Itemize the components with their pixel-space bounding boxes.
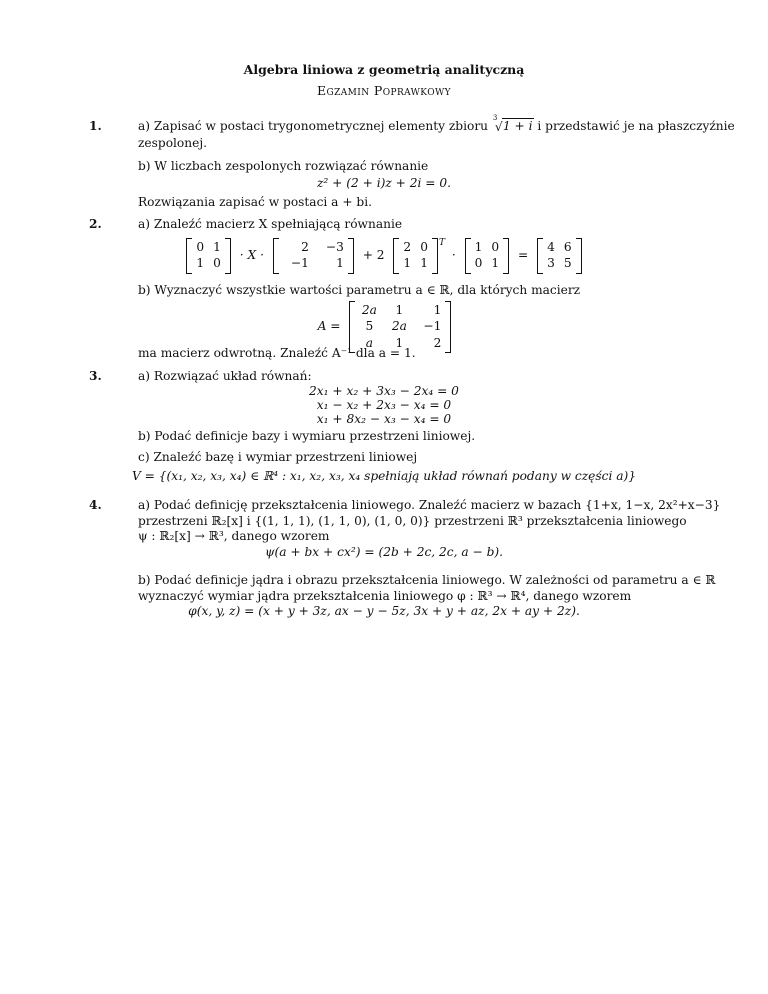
document-subtitle: Egzamin Poprawkowy (317, 83, 451, 98)
equation-system (0, 384, 768, 426)
equation-1: 2x₁ + x₂ + 3x₃ − 2x₄ = 0 (309, 384, 459, 398)
problem-1b-note: Rozwiązania zapisać w postaci a + bi. (138, 195, 372, 209)
problem-4a-line-1: a) Podać definicję przekształcenia liniowego. Znaleźć macierz w bazach {1+x, 1−x, 2x²+x−3} (138, 498, 721, 512)
cube-root: 3 √ 1 + i (492, 114, 533, 134)
problem-1b-text: b) W liczbach zespolonych rozwiązać równanie (138, 159, 429, 173)
problem-4b-line-2: wyznaczyć wymiar jądra przekształcenia liniowego φ : ℝ³ → ℝ⁴, danego wzorem (138, 589, 632, 603)
problem-1b-equation: z² + (2 + i)z + 2i = 0. (316, 176, 451, 190)
equation-2: x₁ − x₂ + 2x₃ − x₄ = 0 (316, 398, 452, 412)
problem-1a-text: a) Zapisać w postaci trygonometrycznej elementy zbioru 3 √ 1 + i i przedstawić je na płaszczyźnie (138, 114, 735, 134)
matrix-A: A = 2a 1 1 5 2a −1 a 1 2 (0, 301, 768, 353)
problem-1a-text-cont: zespolonej. (138, 136, 207, 150)
problem-2b-note: ma macierz odwrotną. Znaleźć A⁻¹ dla a = 1. (138, 346, 416, 360)
matrix-2: 2 −3 −1 1 (273, 238, 354, 274)
problem-3a-text: a) Rozwiązać układ równań: (138, 369, 312, 383)
problem-2b-text: b) Wyznaczyć wszystkie wartości parametru a ∈ ℝ, dla których macierz (138, 283, 581, 297)
problem-1-number: 1. (89, 119, 102, 133)
problem-4b-line-1: b) Podać definicje jądra i obrazu przekształcenia liniowego. W zależności od parametru a ∈ ℝ (138, 573, 716, 587)
document-title: Algebra liniowa z geometrią analityczną (243, 62, 525, 77)
matrix-4: 1 0 0 1 (465, 238, 510, 274)
matrix-1: 0 1 1 0 (186, 238, 231, 274)
matrix-5: 4 6 3 5 (537, 238, 582, 274)
problem-4a-formula: ψ(a + bx + cx²) = (2b + 2c, 2c, a − b). (264, 545, 504, 559)
problem-4-number: 4. (89, 498, 102, 512)
problem-2a-text: a) Znaleźć macierz X spełniającą równanie (138, 217, 403, 231)
problem-4a-line-3: ψ : ℝ₂[x] → ℝ³, danego wzorem (138, 529, 330, 543)
problem-3b-text: b) Podać definicje bazy i wymiaru przestrzeni liniowej. (138, 429, 476, 443)
matrix-3: 2 0 1 1 (393, 238, 438, 274)
problem-2-number: 2. (89, 217, 102, 231)
problem-3-number: 3. (89, 369, 102, 383)
equation-3: x₁ + 8x₂ − x₃ − x₄ = 0 (316, 412, 452, 426)
problem-4a-line-2: przestrzeni ℝ₂[x] i {(1, 1, 1), (1, 1, 0), (1, 0, 0)} przestrzeni ℝ³ przekształcenia liniowego (138, 514, 687, 528)
problem-4b-formula: φ(x, y, z) = (x + y + 3z, ax − y − 5z, 3x + y + az, 2x + ay + 2z). (188, 604, 580, 618)
problem-3c-set: V = {(x₁, x₂, x₃, x₄) ∈ ℝ⁴ : x₁, x₂, x₃, x₄ spełniają układ równań podany w części a)} (131, 469, 637, 483)
problem-3c-text: c) Znaleźć bazę i wymiar przestrzeni liniowej (138, 450, 418, 464)
matrix-equation: 0 1 1 0 · X · 2 −3 −1 1 + 2 2 0 1 1 $^T$ · 1 0 0 1 = 4 6 3 5 (0, 238, 768, 274)
